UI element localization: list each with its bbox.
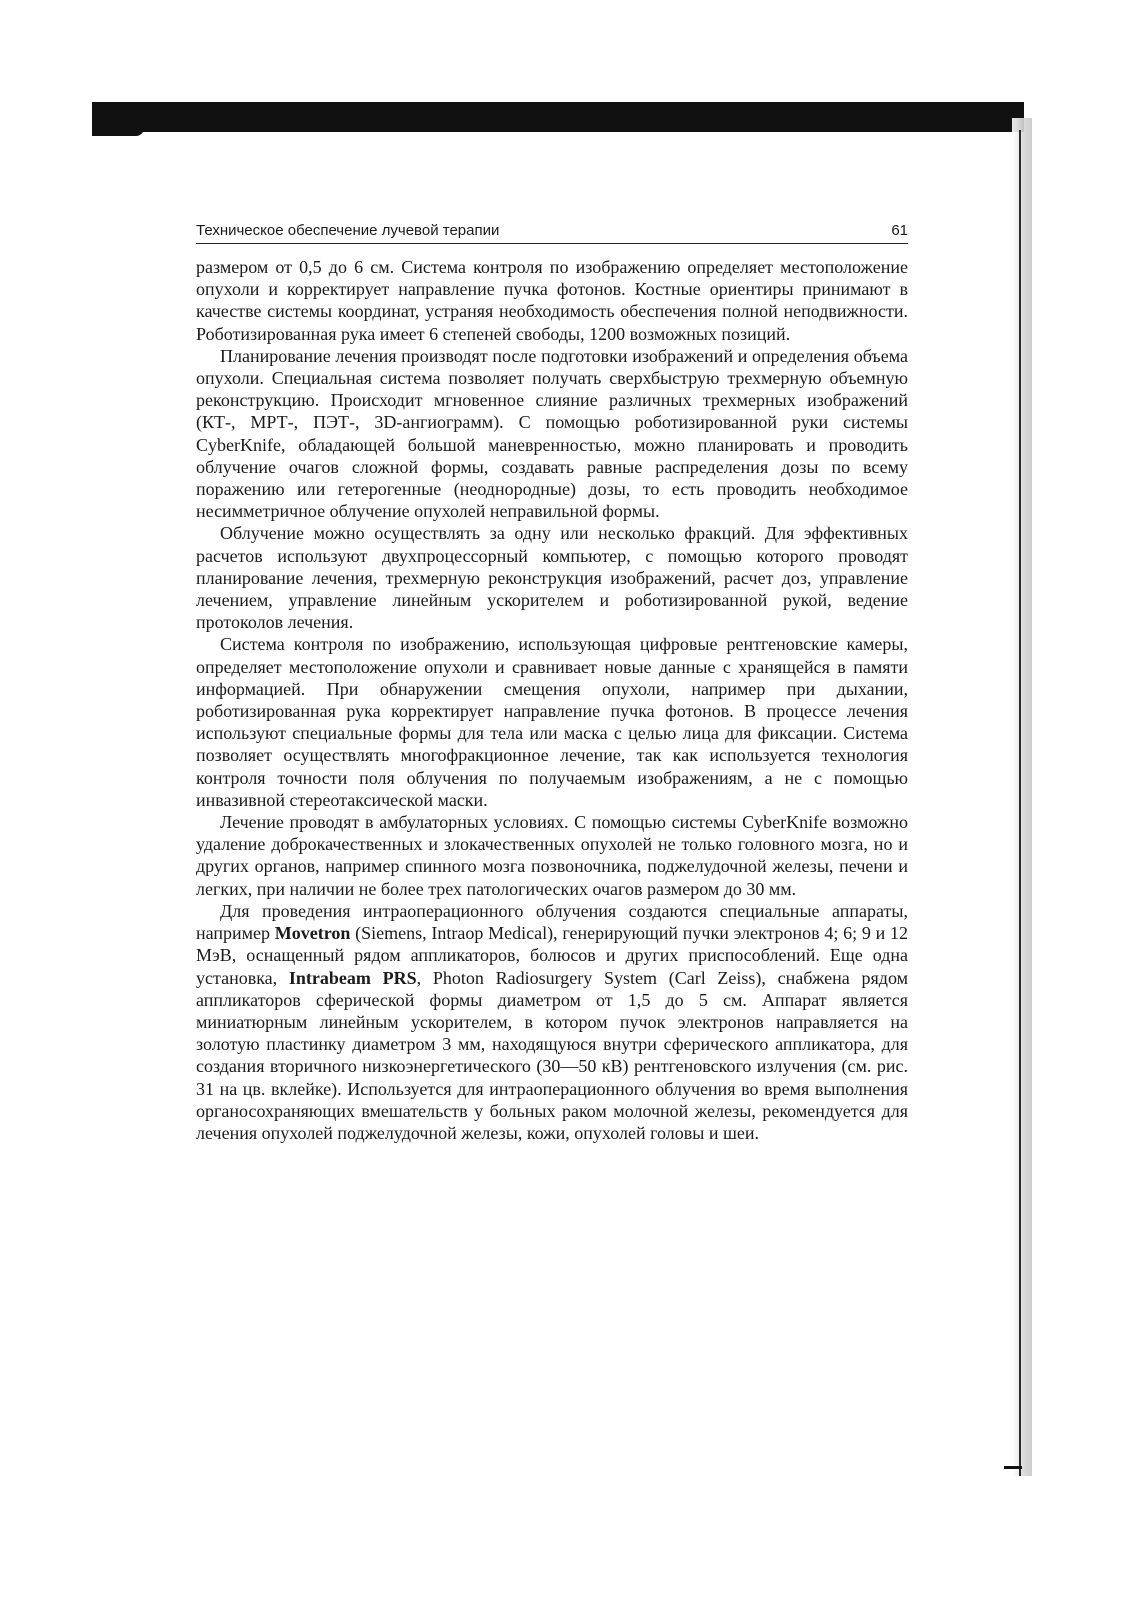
paragraph-6 [196, 900, 908, 1144]
scan-top-notch [92, 128, 144, 136]
page-number: 61 [891, 222, 908, 239]
paragraph-1: размером от 0,5 до 6 см. Система контроля по изображению определяет местоположение опухоли и корректирует направление пучка фотонов. Костные ориентиры принимают в качестве системы координат, устраняя необходимость обеспечения полной неподвижности. Роботизированная рука имеет 6 степеней свободы, 1200 возможных позиций. [196, 257, 908, 344]
paragraph-6-part-2: (Siemens, Intraop Medical), генерирующий пучки электронов 4; 6; 9 и 12 МэВ, оснащенный рядом аппликаторов, болюсов и других приспособлений. Еще одна установка, [196, 923, 909, 988]
paragraph-2: Планирование лечения производят после подготовки изображений и определения объема опухоли. Специальная система позволяет получать сверхбыструю трехмерную объемную реконструкцию. Происходит мгновенное слияние различных трехмерных изображений (КТ-, МРТ-, ПЭТ-, 3D-ангиограмм). С помощью роботизированной руки системы CyberKnife, обладающей большой маневренностью, можно планировать и проводить облучение очагов сложной формы, создавать равные распределения дозы по всему поражению или гетерогенные (неоднородные) дозы, то есть проводить необходимое несимметричное облучение опухолей неправильной формы. [196, 345, 908, 522]
intrabeam-term: Intrabeam PRS [288, 967, 417, 988]
paragraph-4: Система контроля по изображению, использующая цифровые рентгеновские камеры, определяет местоположение опухоли и сравнивает новые данные с хранящейся в памяти информацией. При обнаружении смещения опухоли, например при дыхании, роботизированная рука корректирует направление пучка фотонов. В процессе лечения используют специальные формы для тела или маска с целью лица для фиксации. Система позволяет осуществлять многофракционное лечение, так как используется технология контроля точности поля облучения по получаемым изображениям, а не с помощью инвазивной стереотаксической маски. [196, 634, 908, 810]
paragraph-5: Лечение проводят в амбулаторных условиях. С помощью системы CyberKnife возможно удаление доброкачественных и злокачественных опухолей не только головного мозга, но и других органов, например спинного мозга позвоночника, поджелудочной железы, печени и легких, при наличии не более трех патологических очагов размером до 30 мм. [196, 812, 908, 899]
running-title: Техническое обеспечение лучевой терапии [196, 222, 500, 239]
scan-right-shadow [1012, 118, 1032, 1476]
paragraph-6-part-3: , Photon Radiosurgery System (Carl Zeiss), снабжена рядом аппликаторов сферической формы диаметром от 1,5 до 5 см. Аппарат является миниатюрным линейным ускорителем, в котором пучок электронов направляется на золотую пластинку диаметром 3 мм, находящуюся внутри сферического аппликатора, для создания вторичного низкоэнергетического (30—50 кВ) рентгеновского излучения (см. рис. 31 на цв. вклейке). Используется для интраоперационного облучения во время выполнения органосохраняющих вмешательств у больных раком молочной железы, рекомендуется для лечения опухолей поджелудочной железы, кожи, опухолей головы и шеи. [196, 967, 908, 1143]
body-text [196, 256, 908, 1144]
paragraph-3: Облучение можно осуществлять за одну или несколько фракций. Для эффективных расчетов используют двухпроцессорный компьютер, с помощью которого проводят планирование лечения, трехмерную реконструкция изображений, расчет доз, управление лечением, управление линейным ускорителем и роботизированной рукой, ведение протоколов лечения. [196, 523, 908, 633]
scan-right-border [1019, 130, 1021, 1476]
movetron-term: Movetron [274, 923, 351, 944]
paragraph-6-part-1: Для проведения интраоперационного облучения создаются специальные аппараты, например [196, 900, 908, 944]
running-head [196, 218, 908, 244]
scan-top-border [92, 102, 1024, 132]
scan-bottom-tick [1004, 1466, 1022, 1469]
